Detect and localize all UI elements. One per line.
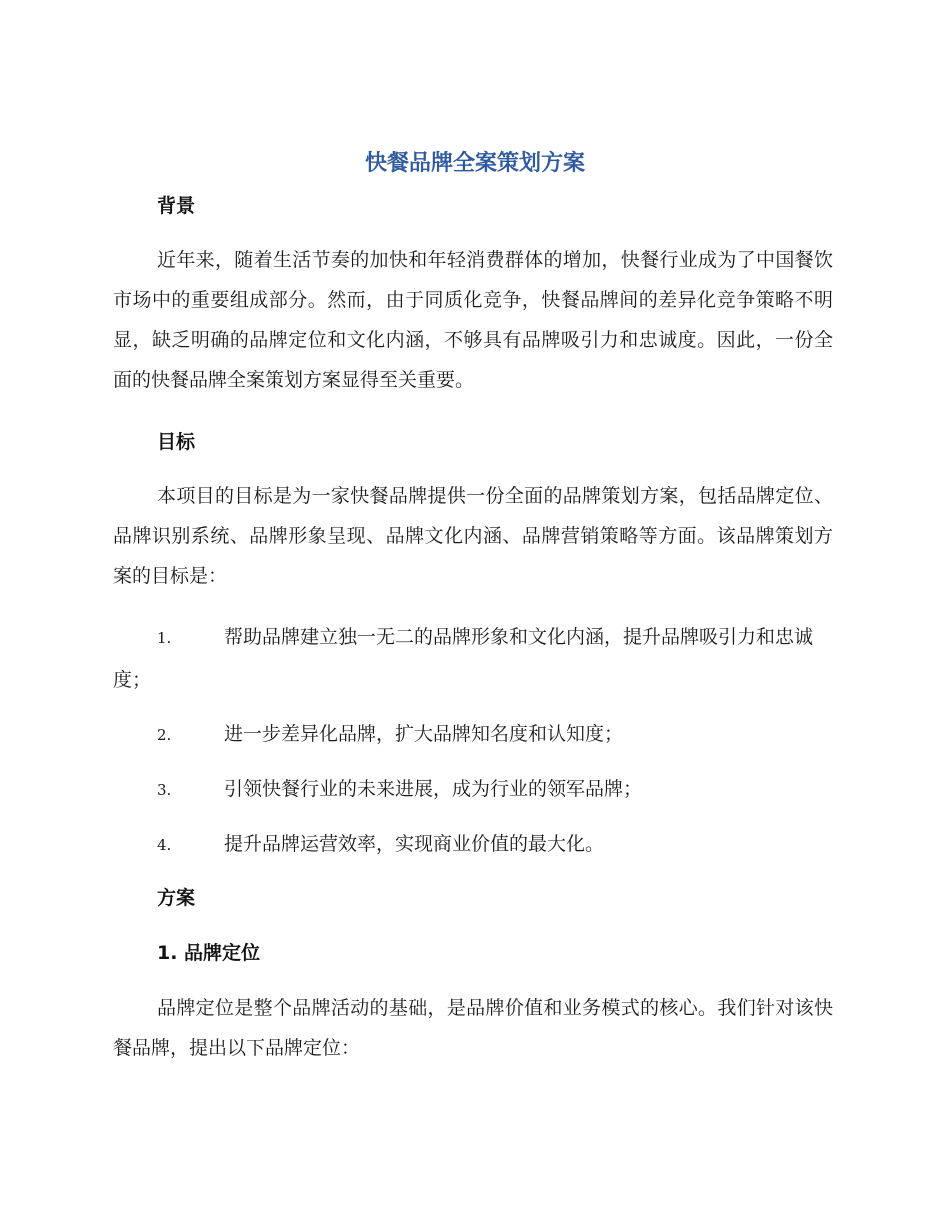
brand-positioning-paragraph: 品牌定位是整个品牌活动的基础，是品牌价值和业务模式的核心。我们针对该快餐品牌，提出以下品牌定位： <box>113 997 833 1059</box>
list-number: 1. <box>157 629 172 647</box>
goal-list-item <box>113 713 833 756</box>
sub-heading-brand-positioning: 1. 品牌定位 <box>157 942 261 964</box>
section-heading-plan: 方案 <box>157 887 196 909</box>
list-text: 进一步差异化品牌，扩大品牌知名度和认知度； <box>224 723 624 745</box>
document-title: 快餐品牌全案策划方案 <box>364 151 585 176</box>
list-text: 提升品牌运营效率，实现商业价值的最大化。 <box>224 833 605 855</box>
section-heading-goal: 目标 <box>157 431 196 453</box>
list-text: 引领快餐行业的未来进展，成为行业的领军品牌； <box>224 778 643 800</box>
section-heading-background: 背景 <box>157 195 196 217</box>
list-number: 3. <box>157 781 172 799</box>
list-text: 帮助品牌建立独一无二的品牌形象和文化内涵，提升品牌吸引力和忠诚度； <box>113 626 814 691</box>
goal-list-item <box>113 768 833 811</box>
list-number: 2. <box>157 726 172 744</box>
list-number: 4. <box>157 836 172 854</box>
goal-paragraph: 本项目的目标是为一家快餐品牌提供一份全面的品牌策划方案，包括品牌定位、品牌识别系统、品牌形象呈现、品牌文化内涵、品牌营销策略等方面。该品牌策划方案的目标是： <box>113 485 833 587</box>
goal-list-item <box>113 823 833 866</box>
goal-list-item <box>113 616 833 701</box>
background-paragraph: 近年来，随着生活节奏的加快和年轻消费群体的增加，快餐行业成为了中国餐饮市场中的重要组成部分。然而，由于同质化竞争，快餐品牌间的差异化竞争策略不明显，缺乏明确的品牌定位和文化内涵，不够具有品牌吸引力和忠诚度。因此，一份全面的快餐品牌全案策划方案显得至关重要。 <box>113 249 833 391</box>
